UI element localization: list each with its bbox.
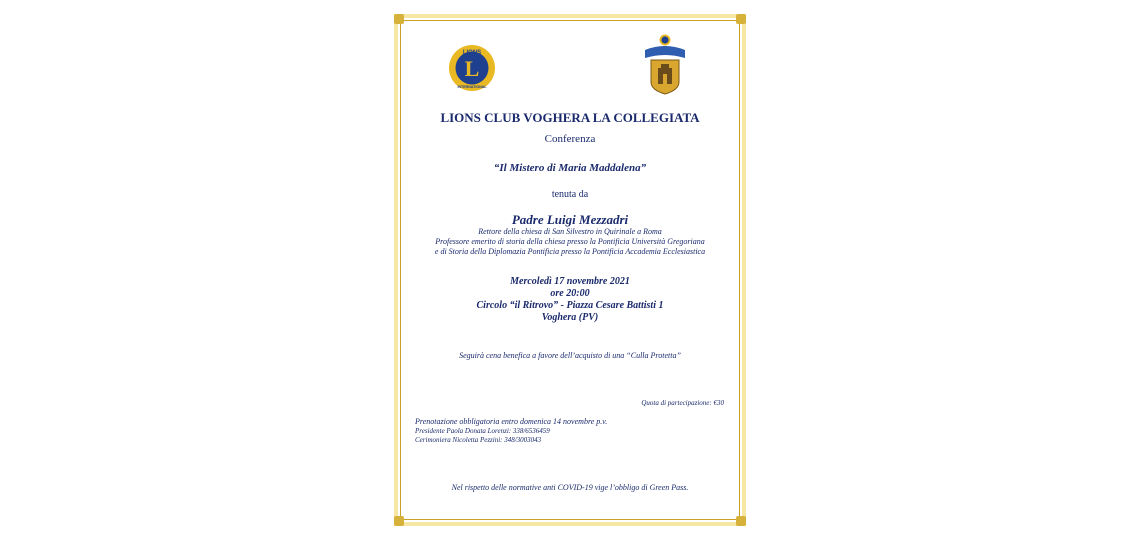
- event-city: Voghera (PV): [541, 312, 599, 323]
- covid-note: Nel rispetto delle normative anti COVID-19 vige l’obbligo di Green Pass.: [451, 483, 689, 492]
- border-corner-ornament: [394, 14, 404, 24]
- held-by-label: tenuta da: [551, 189, 589, 200]
- participation-fee: Quota di partecipazione: €30: [641, 399, 724, 407]
- svg-text:L: L: [464, 56, 480, 81]
- svg-text:INTERNATIONAL: INTERNATIONAL: [457, 85, 487, 89]
- talk-title: “Il Mistero di Maria Maddalena”: [493, 162, 647, 174]
- event-type: Conferenza: [544, 133, 596, 145]
- event-date: Mercoledì 17 novembre 2021: [510, 276, 630, 287]
- speaker-role-line: Professore emerito di storia della chiesa presso la Pontificia Università Gregoriana: [435, 237, 705, 246]
- booking-note: Prenotazione obbligatoria entro domenica 14 novembre p.v.: [415, 417, 608, 426]
- president-contact: Presidente Paola Donata Lorenzi: 338/6536459: [415, 427, 550, 435]
- event-time: ore 20:00: [550, 288, 590, 299]
- club-title: LIONS CLUB VOGHERA LA COLLEGIATA: [440, 110, 700, 125]
- invitation-page: [394, 14, 746, 526]
- lions-international-logo: [448, 44, 496, 92]
- dinner-note: Seguirà cena benefica a favore dell’acquisto di una “Culla Protetta”: [459, 351, 681, 360]
- border-corner-ornament: [736, 14, 746, 24]
- ceremonial-contact: Cerimoniera Nicoletta Pezzini: 348/3003043: [415, 436, 542, 444]
- svg-text:LIONS: LIONS: [462, 50, 482, 56]
- speaker-role-line: Rettore della chiesa di San Silvestro in Quirinale a Roma: [478, 227, 662, 236]
- decorative-border-inner: [400, 20, 740, 520]
- speaker-role-line: e di Storia della Diplomazia Pontificia presso la Pontificia Accademia Ecclesiastica: [434, 247, 706, 256]
- border-corner-ornament: [394, 516, 404, 526]
- event-venue: Circolo “il Ritrovo” - Piazza Cesare Battisti 1: [476, 300, 664, 311]
- speaker-name: Padre Luigi Mezzadri: [511, 212, 629, 227]
- club-crest-logo: [641, 34, 689, 96]
- border-corner-ornament: [736, 516, 746, 526]
